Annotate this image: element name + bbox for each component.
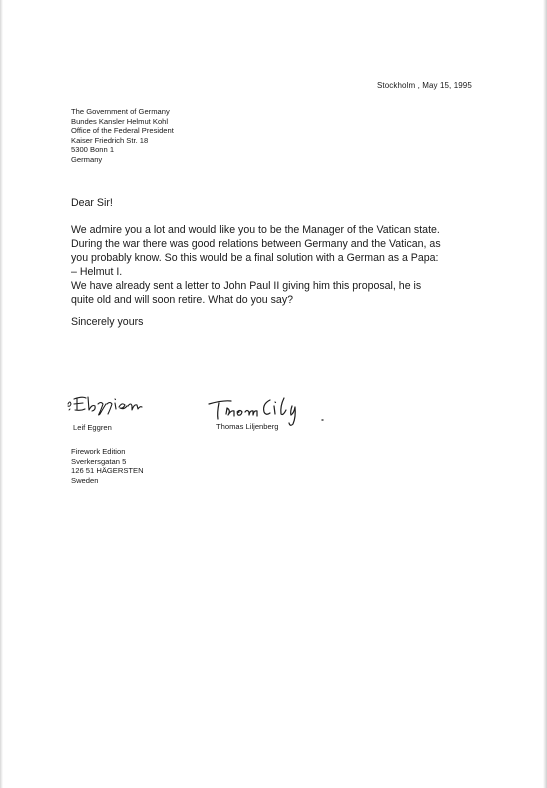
place-date: Stockholm , May 15, 1995 [377, 81, 472, 90]
salutation: Dear Sir! [71, 197, 113, 209]
recipient-line: Kaiser Friedrich Str. 18 [71, 135, 149, 145]
body-line: We admire you a lot and would like you to be the Manager of the Vatican state. [71, 224, 440, 236]
sender-line: Sverkersgatan 5 [71, 456, 127, 466]
body-line: quite old and will soon retire. What do you say? [71, 294, 294, 306]
scan-edge-left [0, 0, 3, 788]
body-line: We have already sent a letter to John Paul II giving him this proposal, he is [71, 280, 422, 292]
sender-address [71, 447, 144, 485]
sender-line: Firework Edition [71, 447, 126, 456]
letter-body [71, 223, 491, 307]
recipient-line: The Government of Germany [71, 107, 170, 116]
leif-eggren-signature [64, 390, 164, 416]
closing: Sincerely yours [71, 316, 144, 328]
signer-name-thomas: Thomas Liljenberg [216, 422, 279, 431]
recipient-line: Bundes Kansler Helmut Kohl [71, 116, 169, 126]
recipient-address [71, 107, 174, 164]
body-line: – Helmut I. [71, 266, 123, 278]
recipient-line: 5300 Bonn 1 [71, 145, 115, 154]
recipient-line: Germany [71, 154, 103, 164]
sender-line: 126 51 HÄGERSTEN [71, 466, 144, 475]
body-line: During the war there was good relations between Germany and the Vatican, as [71, 238, 441, 250]
body-line: you probably know. So this would be a final solution with a German as a Papa: [71, 252, 439, 264]
signer-name-leif: Leif Eggren [73, 423, 112, 432]
scan-edge-right [543, 0, 547, 788]
recipient-line: Office of the Federal President [71, 126, 174, 135]
sender-line: Sweden [71, 475, 99, 485]
